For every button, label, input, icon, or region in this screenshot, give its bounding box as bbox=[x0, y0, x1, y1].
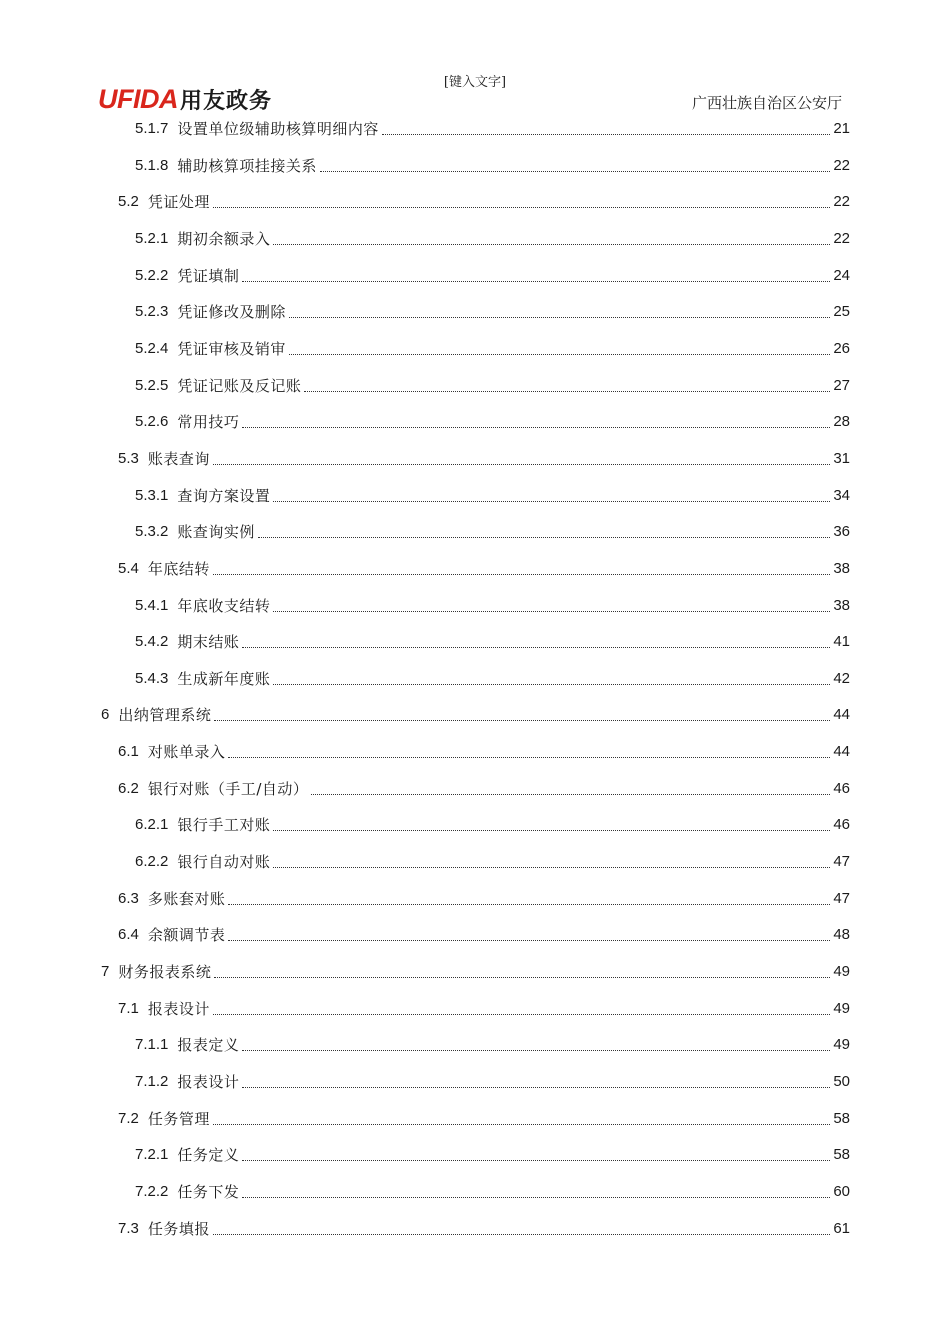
toc-dot-leader bbox=[213, 1124, 830, 1125]
toc-dot-leader bbox=[273, 611, 830, 612]
toc-dot-leader bbox=[273, 244, 830, 245]
toc-dot-leader bbox=[242, 647, 830, 648]
toc-entry-number: 5.2.3 bbox=[135, 303, 169, 321]
toc-entry[interactable] bbox=[0, 155, 850, 177]
toc-dot-leader bbox=[214, 720, 830, 721]
toc-entry[interactable] bbox=[0, 778, 850, 800]
toc-entry-title: 报表设计 bbox=[177, 1072, 240, 1091]
toc-entry-title: 凭证审核及销审 bbox=[177, 339, 286, 358]
toc-entry-title: 年底收支结转 bbox=[177, 596, 271, 615]
toc-entry-title: 账查询实例 bbox=[177, 523, 255, 542]
toc-entry-title: 多账套对账 bbox=[147, 889, 226, 908]
toc-entry-number: 6.4 bbox=[118, 926, 139, 944]
toc-entry-title: 任务填报 bbox=[147, 1219, 210, 1238]
toc-dot-leader bbox=[242, 1197, 830, 1198]
toc-entry-title: 出纳管理系统 bbox=[118, 706, 212, 725]
toc-entry[interactable] bbox=[0, 851, 850, 873]
toc-entry-page-number: 22 bbox=[833, 229, 850, 247]
toc-entry[interactable] bbox=[0, 998, 850, 1020]
toc-entry[interactable] bbox=[0, 191, 850, 213]
toc-entry-page-number: 34 bbox=[833, 486, 850, 504]
toc-dot-leader bbox=[289, 317, 830, 318]
toc-entry-number: 6 bbox=[101, 706, 110, 724]
toc-entry[interactable] bbox=[0, 521, 850, 543]
toc-entry-title: 任务定义 bbox=[177, 1146, 240, 1165]
toc-entry-number: 5.1.7 bbox=[135, 120, 169, 137]
toc-entry-page-number: 46 bbox=[833, 779, 850, 797]
toc-entry-page-number: 44 bbox=[833, 743, 850, 760]
toc-entry-number: 5.2.4 bbox=[135, 339, 169, 357]
toc-entry-title: 余额调节表 bbox=[147, 926, 226, 945]
header-placeholder-text: [键入文字] bbox=[443, 75, 507, 90]
toc-entry-page-number: 50 bbox=[833, 1072, 850, 1090]
toc-entry-title: 任务下发 bbox=[177, 1182, 240, 1201]
toc-entry[interactable] bbox=[0, 558, 850, 580]
toc-entry-number: 6.2 bbox=[118, 779, 139, 797]
toc-entry[interactable] bbox=[0, 375, 850, 397]
logo-cjk-text: 用友政务 bbox=[180, 88, 273, 114]
toc-entry-title: 期末结账 bbox=[177, 633, 240, 652]
toc-entry-page-number: 42 bbox=[833, 669, 850, 687]
toc-entry-page-number: 26 bbox=[833, 339, 850, 357]
toc-entry-title: 凭证处理 bbox=[147, 193, 210, 212]
toc-entry[interactable] bbox=[0, 668, 850, 690]
toc-dot-leader bbox=[273, 684, 830, 685]
toc-entry-number: 7.1.2 bbox=[135, 1072, 169, 1090]
toc-entry-title: 凭证修改及删除 bbox=[177, 303, 286, 322]
toc-entry[interactable] bbox=[0, 595, 850, 617]
toc-entry-title: 报表定义 bbox=[177, 1036, 240, 1055]
toc-entry-title: 银行手工对账 bbox=[177, 816, 271, 835]
toc-dot-leader bbox=[213, 207, 830, 208]
toc-entry[interactable] bbox=[0, 228, 850, 250]
toc-entry-title: 生成新年度账 bbox=[177, 669, 271, 688]
toc-dot-leader bbox=[213, 464, 830, 465]
toc-entry-number: 7.2.1 bbox=[135, 1146, 169, 1164]
toc-entry-page-number: 24 bbox=[833, 266, 850, 284]
toc-entry-number: 7.3 bbox=[118, 1219, 139, 1237]
toc-entry-title: 年底结转 bbox=[147, 559, 210, 578]
toc-dot-leader bbox=[228, 940, 830, 941]
toc-entry-page-number: 47 bbox=[833, 889, 850, 907]
toc-entry-number: 7.1 bbox=[118, 999, 139, 1017]
toc-entry-number: 5.4.1 bbox=[135, 596, 169, 614]
toc-entry-title: 凭证填制 bbox=[177, 266, 240, 285]
toc-entry-number: 7 bbox=[101, 962, 110, 980]
toc-entry[interactable] bbox=[0, 118, 850, 140]
toc-entry-number: 5.3.1 bbox=[135, 486, 169, 504]
toc-entry[interactable] bbox=[0, 1218, 850, 1240]
toc-entry-page-number: 47 bbox=[833, 853, 850, 870]
toc-entry[interactable] bbox=[0, 265, 850, 287]
toc-entry-page-number: 31 bbox=[833, 449, 850, 467]
toc-dot-leader bbox=[228, 904, 830, 905]
toc-dot-leader bbox=[228, 757, 830, 758]
toc-entry[interactable] bbox=[0, 888, 850, 910]
toc-entry-page-number: 27 bbox=[833, 376, 850, 394]
toc-entry[interactable] bbox=[0, 1181, 850, 1203]
toc-entry[interactable] bbox=[0, 814, 850, 836]
toc-entry-page-number: 61 bbox=[833, 1219, 850, 1237]
toc-entry-number: 5.2.2 bbox=[135, 266, 169, 284]
toc-entry-page-number: 49 bbox=[833, 1036, 850, 1054]
toc-dot-leader bbox=[242, 427, 830, 428]
toc-entry-title: 对账单录入 bbox=[147, 743, 226, 761]
toc-entry[interactable] bbox=[0, 924, 850, 946]
toc-dot-leader bbox=[258, 537, 830, 538]
toc-dot-leader bbox=[213, 574, 830, 575]
toc-entry-number: 5.3.2 bbox=[135, 523, 169, 541]
toc-entry-page-number: 49 bbox=[833, 999, 850, 1017]
toc-entry-number: 6.2.1 bbox=[135, 816, 169, 834]
toc-entry-page-number: 38 bbox=[833, 559, 850, 577]
toc-entry-page-number: 21 bbox=[833, 120, 850, 137]
toc-entry-number: 7.1.1 bbox=[135, 1036, 169, 1054]
toc-entry-page-number: 36 bbox=[833, 523, 850, 541]
toc-entry-page-number: 58 bbox=[833, 1109, 850, 1127]
toc-entry-page-number: 28 bbox=[833, 413, 850, 431]
toc-entry-title: 辅助核算项挂接关系 bbox=[177, 156, 317, 175]
toc-entry-number: 5.2.6 bbox=[135, 413, 169, 431]
toc-entry-page-number: 46 bbox=[833, 816, 850, 834]
toc-entry-number: 5.4.3 bbox=[135, 669, 169, 687]
toc-entry[interactable] bbox=[0, 961, 850, 983]
toc-entry-title: 银行自动对账 bbox=[177, 853, 271, 871]
toc-entry-page-number: 38 bbox=[833, 596, 850, 614]
toc-dot-leader bbox=[273, 830, 830, 831]
toc-dot-leader bbox=[242, 1087, 830, 1088]
toc-dot-leader bbox=[273, 867, 830, 868]
toc-entry-title: 凭证记账及反记账 bbox=[177, 376, 302, 395]
toc-entry-title: 常用技巧 bbox=[177, 413, 240, 432]
toc-entry[interactable] bbox=[0, 1071, 850, 1093]
toc-entry[interactable] bbox=[0, 1034, 850, 1056]
toc-entry-number: 6.2.2 bbox=[135, 853, 169, 870]
toc-entry-page-number: 22 bbox=[833, 156, 850, 174]
organization-name: 广西壮族自治区公安厅 bbox=[691, 94, 842, 112]
toc-entry-title: 设置单位级辅助核算明细内容 bbox=[177, 120, 379, 138]
toc-entry-number: 5.4.2 bbox=[135, 633, 169, 651]
toc-dot-leader bbox=[289, 354, 830, 355]
toc-dot-leader bbox=[304, 391, 830, 392]
toc-entry-page-number: 25 bbox=[833, 303, 850, 321]
toc-entry-title: 账表查询 bbox=[147, 449, 210, 468]
toc-entry-number: 7.2 bbox=[118, 1109, 139, 1127]
toc-entry[interactable] bbox=[0, 338, 850, 360]
toc-entry-page-number: 44 bbox=[833, 706, 850, 724]
toc-dot-leader bbox=[242, 281, 830, 282]
toc-entry[interactable] bbox=[0, 631, 850, 653]
toc-entry-number: 5.2.1 bbox=[135, 229, 169, 247]
toc-entry-title: 银行对账（手工/自动） bbox=[147, 779, 309, 798]
toc-entry-number: 5.4 bbox=[118, 559, 139, 577]
toc-dot-leader bbox=[311, 794, 830, 795]
toc-entry-number: 5.3 bbox=[118, 449, 139, 467]
toc-entry[interactable] bbox=[0, 741, 850, 763]
toc-entry-page-number: 58 bbox=[833, 1146, 850, 1164]
toc-entry-page-number: 48 bbox=[833, 926, 850, 944]
toc-entry-page-number: 22 bbox=[833, 193, 850, 211]
toc-entry-title: 财务报表系统 bbox=[118, 962, 212, 981]
toc-entry-number: 5.1.8 bbox=[135, 156, 169, 174]
toc-entry[interactable] bbox=[0, 485, 850, 507]
toc-entry[interactable] bbox=[0, 411, 850, 433]
toc-entry-number: 6.3 bbox=[118, 889, 139, 907]
toc-entry-title: 任务管理 bbox=[147, 1109, 210, 1128]
toc-dot-leader bbox=[242, 1050, 830, 1051]
toc-entry[interactable] bbox=[0, 704, 850, 726]
toc-entry-title: 期初余额录入 bbox=[177, 229, 271, 248]
toc-entry-page-number: 60 bbox=[833, 1182, 850, 1200]
toc-dot-leader bbox=[382, 134, 830, 135]
toc-entry-page-number: 41 bbox=[833, 633, 850, 651]
toc-entry[interactable] bbox=[0, 448, 850, 470]
toc-entry-number: 5.2 bbox=[118, 193, 139, 211]
toc-entry-title: 查询方案设置 bbox=[177, 486, 271, 505]
toc-entry-number: 5.2.5 bbox=[135, 376, 169, 394]
toc-entry-number: 7.2.2 bbox=[135, 1182, 169, 1200]
toc-dot-leader bbox=[213, 1014, 830, 1015]
toc-dot-leader bbox=[214, 977, 830, 978]
toc-dot-leader bbox=[273, 501, 830, 502]
toc-entry-page-number: 49 bbox=[833, 962, 850, 980]
toc-entry[interactable] bbox=[0, 301, 850, 323]
toc-dot-leader bbox=[213, 1234, 830, 1235]
toc-entry[interactable] bbox=[0, 1108, 850, 1130]
toc-entry-title: 报表设计 bbox=[147, 999, 210, 1018]
toc-dot-leader bbox=[320, 171, 830, 172]
toc-dot-leader bbox=[242, 1160, 830, 1161]
toc-entry-number: 6.1 bbox=[118, 743, 139, 760]
toc-entry[interactable] bbox=[0, 1144, 850, 1166]
logo-latin-text: UFIDA bbox=[98, 83, 178, 114]
